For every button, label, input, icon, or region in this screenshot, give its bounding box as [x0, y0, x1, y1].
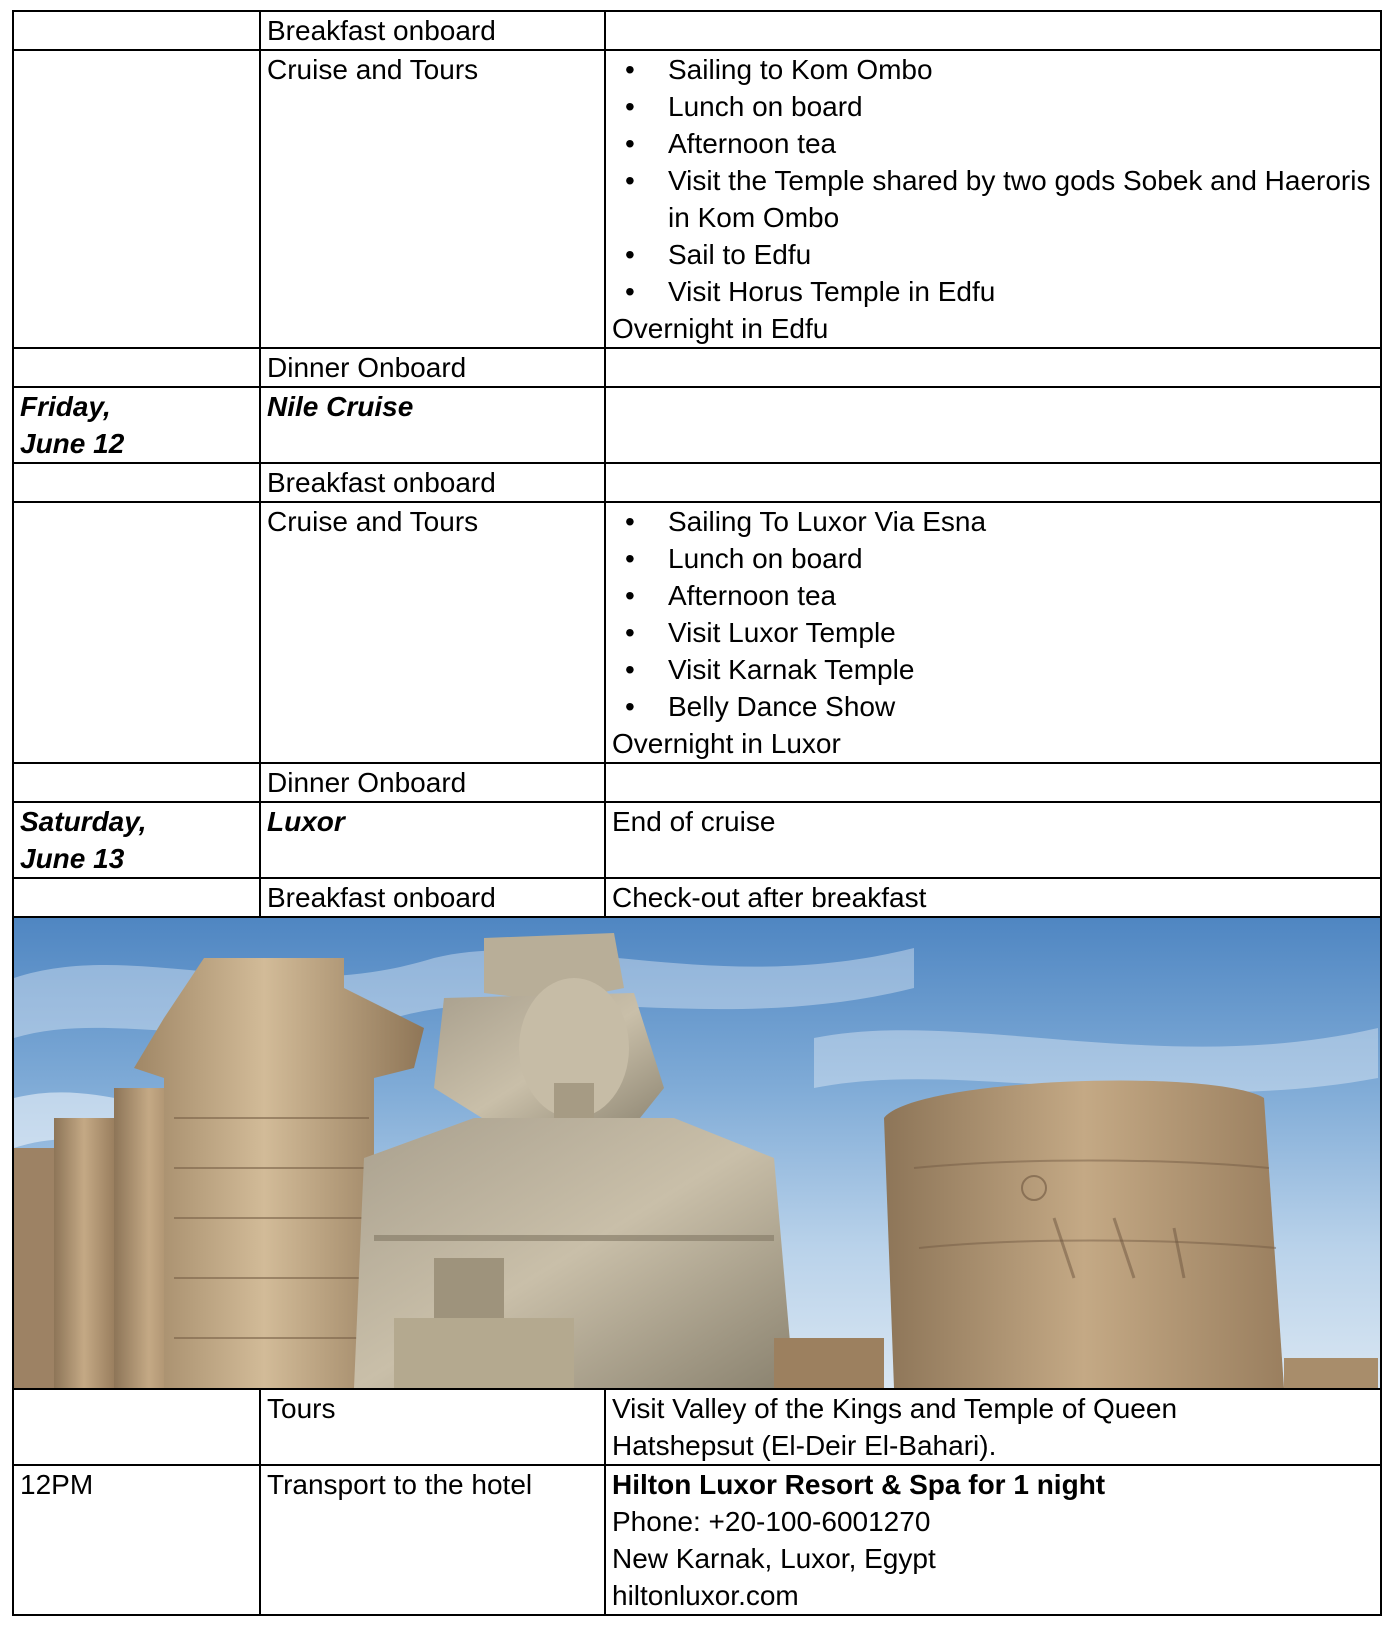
list-item: • Afternoon tea: [612, 125, 1374, 162]
overnight-text: Overnight in Edfu: [612, 313, 829, 344]
hotel-name: Hilton Luxor Resort & Spa for 1 night: [612, 1469, 1106, 1500]
list-item: • Visit Karnak Temple: [612, 651, 1374, 688]
table-row: [13, 763, 1381, 802]
details-cell: [605, 463, 1381, 502]
tour-list: [612, 51, 1374, 310]
list-item: • Lunch on board: [612, 540, 1374, 577]
hotel-address: New Karnak, Luxor, Egypt: [612, 1543, 936, 1574]
day-date: June 13: [20, 843, 125, 874]
table-row: [13, 348, 1381, 387]
activity-cell: Breakfast onboard: [260, 878, 605, 917]
activity-cell: Tours: [260, 1389, 605, 1465]
hotel-phone: Phone: +20-100-6001270: [612, 1506, 931, 1537]
table-row: [13, 11, 1381, 50]
activity-cell: Cruise and Tours: [260, 502, 605, 763]
activity-cell: Transport to the hotel: [260, 1465, 605, 1615]
tour-description-line: Hatshepsut (El-Deir El-Bahari).: [612, 1430, 997, 1461]
overnight-text: Overnight in Luxor: [612, 728, 841, 759]
list-item: • Visit Luxor Temple: [612, 614, 1374, 651]
list-item: • Visit Horus Temple in Edfu: [612, 273, 1374, 310]
hotel-website: hiltonluxor.com: [612, 1580, 799, 1611]
itinerary-table: [12, 10, 1382, 1616]
photo-cell: [13, 917, 1381, 1389]
table-row: [13, 802, 1381, 878]
list-item: • Belly Dance Show: [612, 688, 1374, 725]
day-date: June 12: [20, 428, 125, 459]
day-cell: [13, 50, 260, 348]
details-cell: [605, 1465, 1381, 1615]
tour-list: [612, 503, 1374, 725]
details-cell: [605, 1389, 1381, 1465]
table-row: [13, 1465, 1381, 1615]
activity-cell: Breakfast onboard: [260, 11, 605, 50]
list-item: • Sailing to Kom Ombo: [612, 51, 1374, 88]
list-item: • Visit the Temple shared by two gods Sobek and Haeroris in Kom Ombo: [612, 162, 1374, 236]
details-cell: [605, 502, 1381, 763]
luxor-temple-photo: [14, 918, 1380, 1388]
details-cell: End of cruise: [605, 802, 1381, 878]
day-cell: [13, 1389, 260, 1465]
time-cell: 12PM: [13, 1465, 260, 1615]
day-cell: [13, 463, 260, 502]
details-cell: [605, 387, 1381, 463]
day-name: Friday,: [20, 391, 111, 422]
photo-row: [13, 917, 1381, 1389]
activity-cell: Breakfast onboard: [260, 463, 605, 502]
activity-cell: Luxor: [260, 802, 605, 878]
day-cell: [13, 763, 260, 802]
table-row: [13, 50, 1381, 348]
day-cell: [13, 802, 260, 878]
activity-cell: Dinner Onboard: [260, 348, 605, 387]
tour-description-line: Visit Valley of the Kings and Temple of Queen: [612, 1393, 1178, 1424]
list-item: • Sail to Edfu: [612, 236, 1374, 273]
day-name: Saturday,: [20, 806, 147, 837]
day-cell: [13, 348, 260, 387]
list-item: • Sailing To Luxor Via Esna: [612, 503, 1374, 540]
table-row: [13, 1389, 1381, 1465]
table-row: [13, 878, 1381, 917]
details-cell: Check-out after breakfast: [605, 878, 1381, 917]
table-row: [13, 463, 1381, 502]
table-row: [13, 387, 1381, 463]
table-row: [13, 502, 1381, 763]
luxor-temple-illustration: [14, 918, 1378, 1388]
list-item: • Lunch on board: [612, 88, 1374, 125]
details-cell: [605, 348, 1381, 387]
details-cell: [605, 763, 1381, 802]
day-cell: [13, 878, 260, 917]
activity-cell: Nile Cruise: [260, 387, 605, 463]
activity-cell: Cruise and Tours: [260, 50, 605, 348]
itinerary-page: [12, 10, 1380, 1616]
details-cell: [605, 50, 1381, 348]
activity-cell: Dinner Onboard: [260, 763, 605, 802]
day-cell: [13, 502, 260, 763]
day-cell: [13, 11, 260, 50]
details-cell: [605, 11, 1381, 50]
list-item: • Afternoon tea: [612, 577, 1374, 614]
day-cell: [13, 387, 260, 463]
